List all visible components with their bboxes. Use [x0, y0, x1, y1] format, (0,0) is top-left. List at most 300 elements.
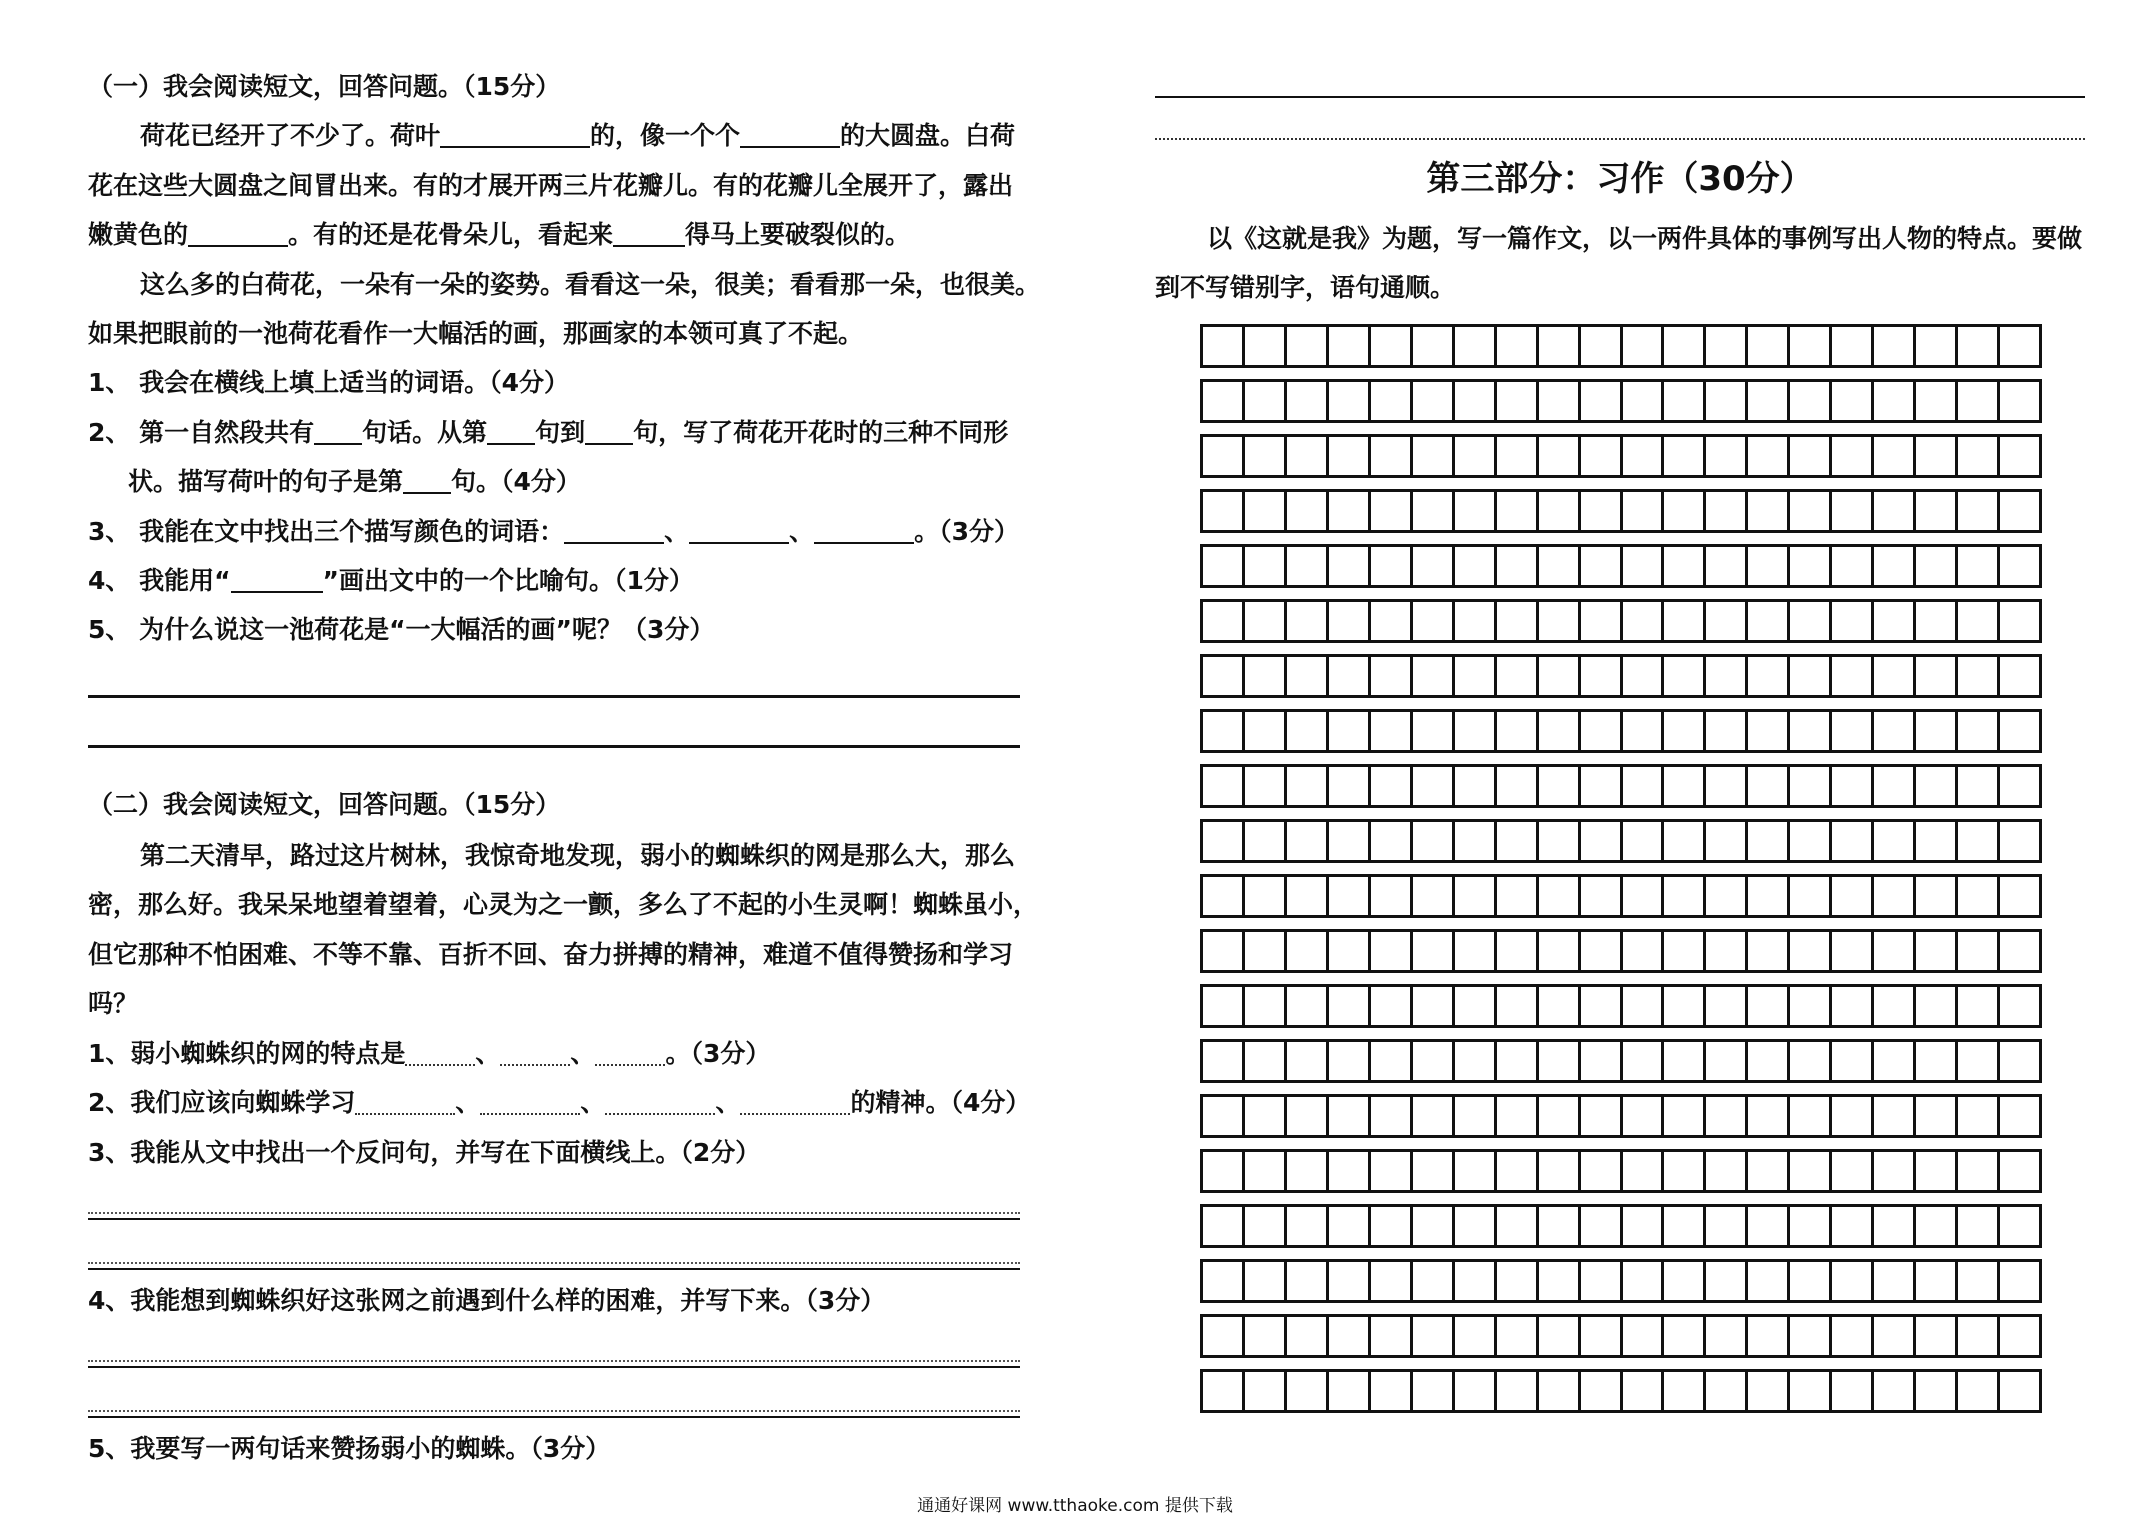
- grid-cell[interactable]: [1623, 877, 1665, 915]
- grid-cell[interactable]: [1245, 822, 1287, 860]
- grid-cell[interactable]: [1245, 1317, 1287, 1355]
- grid-cell[interactable]: [1832, 1317, 1874, 1355]
- grid-cell[interactable]: [1245, 712, 1287, 750]
- grid-cell[interactable]: [1539, 1152, 1581, 1190]
- grid-cell[interactable]: [2000, 932, 2039, 970]
- grid-cell[interactable]: [1790, 437, 1832, 475]
- grid-cell[interactable]: [1539, 767, 1581, 805]
- grid-cell[interactable]: [1916, 1372, 1958, 1410]
- fill-blank[interactable]: [564, 512, 664, 544]
- grid-cell[interactable]: [1203, 1317, 1245, 1355]
- grid-cell[interactable]: [1916, 1207, 1958, 1245]
- grid-cell[interactable]: [1581, 932, 1623, 970]
- grid-cell[interactable]: [1581, 767, 1623, 805]
- grid-cell[interactable]: [1497, 877, 1539, 915]
- grid-cell[interactable]: [1203, 987, 1245, 1025]
- grid-cell[interactable]: [1287, 657, 1329, 695]
- grid-cell[interactable]: [1581, 437, 1623, 475]
- grid-cell[interactable]: [1287, 1262, 1329, 1300]
- grid-cell[interactable]: [1245, 657, 1287, 695]
- grid-cell[interactable]: [1287, 877, 1329, 915]
- grid-cell[interactable]: [1790, 1097, 1832, 1135]
- grid-cell[interactable]: [1581, 602, 1623, 640]
- grid-cell[interactable]: [1371, 987, 1413, 1025]
- grid-cell[interactable]: [1916, 327, 1958, 365]
- grid-cell[interactable]: [1371, 492, 1413, 530]
- grid-cell[interactable]: [2000, 547, 2039, 585]
- grid-cell[interactable]: [1623, 767, 1665, 805]
- grid-cell[interactable]: [1748, 767, 1790, 805]
- grid-cell[interactable]: [1497, 712, 1539, 750]
- grid-cell[interactable]: [1497, 657, 1539, 695]
- grid-cell[interactable]: [1455, 437, 1497, 475]
- grid-cell[interactable]: [1790, 932, 1832, 970]
- grid-cell[interactable]: [1664, 712, 1706, 750]
- grid-cell[interactable]: [1455, 767, 1497, 805]
- fill-blank[interactable]: [487, 413, 535, 445]
- grid-cell[interactable]: [1623, 1317, 1665, 1355]
- grid-cell[interactable]: [1706, 767, 1748, 805]
- grid-cell[interactable]: [1748, 1262, 1790, 1300]
- grid-cell[interactable]: [1245, 437, 1287, 475]
- grid-cell[interactable]: [1916, 1317, 1958, 1355]
- grid-cell[interactable]: [1497, 1042, 1539, 1080]
- grid-cell[interactable]: [2000, 1097, 2039, 1135]
- grid-cell[interactable]: [1497, 1097, 1539, 1135]
- fill-blank[interactable]: [405, 1034, 475, 1066]
- grid-cell[interactable]: [1958, 767, 2000, 805]
- grid-cell[interactable]: [1329, 1042, 1371, 1080]
- grid-cell[interactable]: [1958, 877, 2000, 915]
- grid-cell[interactable]: [1203, 1042, 1245, 1080]
- grid-cell[interactable]: [1706, 1152, 1748, 1190]
- grid-cell[interactable]: [1371, 382, 1413, 420]
- grid-cell[interactable]: [1790, 1152, 1832, 1190]
- grid-cell[interactable]: [1203, 382, 1245, 420]
- grid-cell[interactable]: [1287, 602, 1329, 640]
- grid-cell[interactable]: [1623, 1207, 1665, 1245]
- grid-cell[interactable]: [1706, 1317, 1748, 1355]
- grid-cell[interactable]: [1874, 822, 1916, 860]
- grid-cell[interactable]: [1748, 1042, 1790, 1080]
- grid-cell[interactable]: [1874, 1152, 1916, 1190]
- grid-cell[interactable]: [1455, 987, 1497, 1025]
- grid-cell[interactable]: [1539, 1262, 1581, 1300]
- grid-cell[interactable]: [1371, 1097, 1413, 1135]
- grid-cell[interactable]: [2000, 602, 2039, 640]
- grid-cell[interactable]: [1706, 492, 1748, 530]
- grid-cell[interactable]: [1497, 547, 1539, 585]
- grid-cell[interactable]: [2000, 767, 2039, 805]
- fill-blank[interactable]: [740, 1083, 850, 1115]
- grid-cell[interactable]: [1664, 1042, 1706, 1080]
- grid-cell[interactable]: [1497, 932, 1539, 970]
- grid-cell[interactable]: [1413, 327, 1455, 365]
- grid-cell[interactable]: [2000, 327, 2039, 365]
- answer-line[interactable]: [88, 1374, 1020, 1423]
- grid-cell[interactable]: [2000, 382, 2039, 420]
- grid-cell[interactable]: [1581, 382, 1623, 420]
- grid-cell[interactable]: [1874, 1317, 1916, 1355]
- answer-line[interactable]: [1155, 62, 2085, 98]
- grid-cell[interactable]: [1413, 1097, 1455, 1135]
- grid-cell[interactable]: [1958, 547, 2000, 585]
- grid-cell[interactable]: [1329, 382, 1371, 420]
- fill-blank[interactable]: [585, 413, 633, 445]
- grid-cell[interactable]: [1664, 987, 1706, 1025]
- grid-cell[interactable]: [1706, 547, 1748, 585]
- grid-cell[interactable]: [1874, 657, 1916, 695]
- grid-cell[interactable]: [1706, 712, 1748, 750]
- grid-cell[interactable]: [1916, 602, 1958, 640]
- grid-cell[interactable]: [1832, 822, 1874, 860]
- grid-cell[interactable]: [1916, 822, 1958, 860]
- grid-cell[interactable]: [1539, 1317, 1581, 1355]
- grid-cell[interactable]: [1790, 1372, 1832, 1410]
- grid-cell[interactable]: [1581, 822, 1623, 860]
- grid-cell[interactable]: [1413, 1042, 1455, 1080]
- grid-cell[interactable]: [1371, 327, 1413, 365]
- grid-cell[interactable]: [1664, 602, 1706, 640]
- grid-cell[interactable]: [1790, 602, 1832, 640]
- grid-cell[interactable]: [1748, 987, 1790, 1025]
- grid-cell[interactable]: [1371, 822, 1413, 860]
- grid-cell[interactable]: [1329, 877, 1371, 915]
- grid-cell[interactable]: [1916, 1097, 1958, 1135]
- grid-cell[interactable]: [1371, 602, 1413, 640]
- grid-cell[interactable]: [1874, 987, 1916, 1025]
- grid-cell[interactable]: [1455, 1152, 1497, 1190]
- fill-blank[interactable]: [689, 512, 789, 544]
- grid-cell[interactable]: [1706, 932, 1748, 970]
- fill-blank[interactable]: [595, 1034, 665, 1066]
- grid-cell[interactable]: [1790, 382, 1832, 420]
- grid-cell[interactable]: [1371, 657, 1413, 695]
- grid-cell[interactable]: [1245, 987, 1287, 1025]
- grid-cell[interactable]: [1455, 1262, 1497, 1300]
- grid-cell[interactable]: [1958, 602, 2000, 640]
- fill-blank[interactable]: [740, 116, 840, 148]
- grid-cell[interactable]: [1958, 1207, 2000, 1245]
- grid-cell[interactable]: [1329, 932, 1371, 970]
- grid-cell[interactable]: [1203, 437, 1245, 475]
- grid-cell[interactable]: [1832, 602, 1874, 640]
- grid-cell[interactable]: [1539, 932, 1581, 970]
- grid-cell[interactable]: [1371, 547, 1413, 585]
- grid-cell[interactable]: [1413, 1207, 1455, 1245]
- grid-cell[interactable]: [1329, 1207, 1371, 1245]
- grid-cell[interactable]: [1748, 437, 1790, 475]
- grid-cell[interactable]: [1203, 492, 1245, 530]
- grid-cell[interactable]: [1539, 1042, 1581, 1080]
- grid-cell[interactable]: [1664, 1317, 1706, 1355]
- grid-cell[interactable]: [1958, 712, 2000, 750]
- grid-cell[interactable]: [1623, 327, 1665, 365]
- grid-cell[interactable]: [1245, 492, 1287, 530]
- grid-cell[interactable]: [1664, 327, 1706, 365]
- grid-cell[interactable]: [1581, 657, 1623, 695]
- grid-cell[interactable]: [1413, 932, 1455, 970]
- grid-cell[interactable]: [1287, 1042, 1329, 1080]
- grid-cell[interactable]: [1245, 602, 1287, 640]
- grid-cell[interactable]: [1664, 547, 1706, 585]
- grid-cell[interactable]: [2000, 1207, 2039, 1245]
- grid-cell[interactable]: [2000, 657, 2039, 695]
- essay-writing-grid[interactable]: [1200, 324, 2042, 1424]
- grid-cell[interactable]: [1832, 712, 1874, 750]
- grid-cell[interactable]: [1790, 1317, 1832, 1355]
- grid-cell[interactable]: [1539, 327, 1581, 365]
- grid-cell[interactable]: [1245, 767, 1287, 805]
- fill-blank[interactable]: [500, 1034, 570, 1066]
- grid-cell[interactable]: [2000, 1152, 2039, 1190]
- fill-blank[interactable]: [440, 116, 590, 148]
- grid-cell[interactable]: [1874, 492, 1916, 530]
- grid-cell[interactable]: [1664, 1152, 1706, 1190]
- grid-cell[interactable]: [1790, 767, 1832, 805]
- grid-cell[interactable]: [1245, 1097, 1287, 1135]
- grid-cell[interactable]: [1371, 1262, 1413, 1300]
- grid-cell[interactable]: [1371, 1372, 1413, 1410]
- grid-cell[interactable]: [2000, 712, 2039, 750]
- grid-cell[interactable]: [2000, 492, 2039, 530]
- grid-cell[interactable]: [1497, 1152, 1539, 1190]
- grid-cell[interactable]: [1664, 492, 1706, 530]
- grid-cell[interactable]: [1916, 1262, 1958, 1300]
- grid-cell[interactable]: [1958, 1097, 2000, 1135]
- fill-blank[interactable]: [188, 215, 288, 247]
- grid-cell[interactable]: [1623, 1152, 1665, 1190]
- grid-cell[interactable]: [1623, 822, 1665, 860]
- grid-cell[interactable]: [1874, 382, 1916, 420]
- grid-cell[interactable]: [1790, 822, 1832, 860]
- grid-cell[interactable]: [1832, 1042, 1874, 1080]
- grid-cell[interactable]: [1203, 932, 1245, 970]
- grid-cell[interactable]: [1203, 602, 1245, 640]
- grid-cell[interactable]: [1623, 1042, 1665, 1080]
- grid-cell[interactable]: [1664, 932, 1706, 970]
- fill-blank[interactable]: [480, 1083, 580, 1115]
- grid-cell[interactable]: [1790, 987, 1832, 1025]
- grid-cell[interactable]: [1497, 382, 1539, 420]
- grid-cell[interactable]: [1329, 1262, 1371, 1300]
- grid-cell[interactable]: [1832, 657, 1874, 695]
- grid-cell[interactable]: [1287, 767, 1329, 805]
- grid-cell[interactable]: [1245, 1152, 1287, 1190]
- grid-cell[interactable]: [1245, 382, 1287, 420]
- grid-cell[interactable]: [1748, 657, 1790, 695]
- grid-cell[interactable]: [1539, 1372, 1581, 1410]
- grid-cell[interactable]: [1371, 1207, 1413, 1245]
- grid-cell[interactable]: [1748, 877, 1790, 915]
- grid-cell[interactable]: [2000, 1042, 2039, 1080]
- grid-cell[interactable]: [1623, 1372, 1665, 1410]
- grid-cell[interactable]: [1371, 1317, 1413, 1355]
- grid-cell[interactable]: [1581, 1042, 1623, 1080]
- grid-cell[interactable]: [1790, 657, 1832, 695]
- grid-cell[interactable]: [1916, 437, 1958, 475]
- grid-cell[interactable]: [1706, 877, 1748, 915]
- grid-cell[interactable]: [1203, 822, 1245, 860]
- grid-cell[interactable]: [1664, 767, 1706, 805]
- grid-cell[interactable]: [1497, 437, 1539, 475]
- grid-cell[interactable]: [1916, 547, 1958, 585]
- grid-cell[interactable]: [1916, 712, 1958, 750]
- grid-cell[interactable]: [1455, 1317, 1497, 1355]
- grid-cell[interactable]: [1287, 822, 1329, 860]
- grid-cell[interactable]: [1958, 1152, 2000, 1190]
- grid-cell[interactable]: [1748, 1372, 1790, 1410]
- grid-cell[interactable]: [1832, 877, 1874, 915]
- grid-cell[interactable]: [1958, 657, 2000, 695]
- grid-cell[interactable]: [1497, 602, 1539, 640]
- grid-cell[interactable]: [1581, 1262, 1623, 1300]
- grid-cell[interactable]: [1916, 1152, 1958, 1190]
- grid-cell[interactable]: [1287, 327, 1329, 365]
- grid-cell[interactable]: [1748, 492, 1790, 530]
- grid-cell[interactable]: [1455, 877, 1497, 915]
- grid-cell[interactable]: [1413, 657, 1455, 695]
- grid-cell[interactable]: [1874, 1372, 1916, 1410]
- answer-line[interactable]: [88, 1226, 1020, 1275]
- grid-cell[interactable]: [1748, 822, 1790, 860]
- grid-cell[interactable]: [1413, 602, 1455, 640]
- grid-cell[interactable]: [1832, 327, 1874, 365]
- grid-cell[interactable]: [1581, 1372, 1623, 1410]
- grid-cell[interactable]: [1748, 1317, 1790, 1355]
- grid-cell[interactable]: [1203, 1152, 1245, 1190]
- grid-cell[interactable]: [1245, 327, 1287, 365]
- grid-cell[interactable]: [1497, 1262, 1539, 1300]
- grid-cell[interactable]: [1329, 1097, 1371, 1135]
- grid-cell[interactable]: [1455, 1372, 1497, 1410]
- grid-cell[interactable]: [1916, 767, 1958, 805]
- fill-blank[interactable]: [403, 462, 451, 494]
- grid-cell[interactable]: [1455, 1097, 1497, 1135]
- grid-cell[interactable]: [1539, 602, 1581, 640]
- grid-cell[interactable]: [1623, 712, 1665, 750]
- grid-cell[interactable]: [1287, 382, 1329, 420]
- grid-cell[interactable]: [1874, 547, 1916, 585]
- grid-cell[interactable]: [1287, 1152, 1329, 1190]
- grid-cell[interactable]: [1916, 657, 1958, 695]
- grid-cell[interactable]: [1706, 1042, 1748, 1080]
- grid-cell[interactable]: [1706, 657, 1748, 695]
- grid-cell[interactable]: [1664, 382, 1706, 420]
- grid-cell[interactable]: [1287, 437, 1329, 475]
- grid-cell[interactable]: [1832, 1152, 1874, 1190]
- grid-cell[interactable]: [2000, 877, 2039, 915]
- grid-cell[interactable]: [1245, 1207, 1287, 1245]
- grid-cell[interactable]: [1832, 932, 1874, 970]
- grid-cell[interactable]: [1287, 1207, 1329, 1245]
- grid-cell[interactable]: [1497, 987, 1539, 1025]
- grid-cell[interactable]: [1748, 1097, 1790, 1135]
- fill-blank[interactable]: [314, 413, 362, 445]
- grid-cell[interactable]: [1413, 877, 1455, 915]
- grid-cell[interactable]: [1245, 1262, 1287, 1300]
- grid-cell[interactable]: [1958, 1262, 2000, 1300]
- grid-cell[interactable]: [1623, 602, 1665, 640]
- grid-cell[interactable]: [1287, 1097, 1329, 1135]
- grid-cell[interactable]: [1329, 767, 1371, 805]
- grid-cell[interactable]: [1581, 547, 1623, 585]
- grid-cell[interactable]: [1329, 1372, 1371, 1410]
- grid-cell[interactable]: [1329, 712, 1371, 750]
- grid-cell[interactable]: [1874, 712, 1916, 750]
- grid-cell[interactable]: [1371, 437, 1413, 475]
- grid-cell[interactable]: [1581, 1317, 1623, 1355]
- grid-cell[interactable]: [1790, 1042, 1832, 1080]
- grid-cell[interactable]: [1874, 877, 1916, 915]
- grid-cell[interactable]: [1539, 657, 1581, 695]
- grid-cell[interactable]: [1413, 1372, 1455, 1410]
- grid-cell[interactable]: [1581, 327, 1623, 365]
- grid-cell[interactable]: [1664, 437, 1706, 475]
- grid-cell[interactable]: [1413, 1317, 1455, 1355]
- grid-cell[interactable]: [1748, 382, 1790, 420]
- grid-cell[interactable]: [1958, 382, 2000, 420]
- grid-cell[interactable]: [1706, 1207, 1748, 1245]
- grid-cell[interactable]: [1623, 492, 1665, 530]
- grid-cell[interactable]: [1874, 437, 1916, 475]
- grid-cell[interactable]: [2000, 1372, 2039, 1410]
- grid-cell[interactable]: [1790, 327, 1832, 365]
- grid-cell[interactable]: [1371, 1042, 1413, 1080]
- grid-cell[interactable]: [1874, 932, 1916, 970]
- grid-cell[interactable]: [1329, 657, 1371, 695]
- grid-cell[interactable]: [1413, 1262, 1455, 1300]
- grid-cell[interactable]: [1245, 932, 1287, 970]
- grid-cell[interactable]: [1874, 1042, 1916, 1080]
- grid-cell[interactable]: [1623, 1262, 1665, 1300]
- grid-cell[interactable]: [1832, 1207, 1874, 1245]
- grid-cell[interactable]: [1790, 492, 1832, 530]
- grid-cell[interactable]: [1832, 987, 1874, 1025]
- grid-cell[interactable]: [1790, 712, 1832, 750]
- grid-cell[interactable]: [1539, 712, 1581, 750]
- grid-cell[interactable]: [1790, 1207, 1832, 1245]
- grid-cell[interactable]: [1916, 932, 1958, 970]
- grid-cell[interactable]: [1874, 602, 1916, 640]
- grid-cell[interactable]: [1203, 1207, 1245, 1245]
- grid-cell[interactable]: [1455, 602, 1497, 640]
- grid-cell[interactable]: [1497, 1207, 1539, 1245]
- grid-cell[interactable]: [1958, 1317, 2000, 1355]
- grid-cell[interactable]: [1832, 492, 1874, 530]
- grid-cell[interactable]: [1706, 382, 1748, 420]
- grid-cell[interactable]: [1916, 877, 1958, 915]
- grid-cell[interactable]: [1832, 1262, 1874, 1300]
- grid-cell[interactable]: [1287, 547, 1329, 585]
- grid-cell[interactable]: [1455, 547, 1497, 585]
- grid-cell[interactable]: [1706, 437, 1748, 475]
- fill-blank[interactable]: [355, 1083, 455, 1115]
- grid-cell[interactable]: [1329, 547, 1371, 585]
- grid-cell[interactable]: [1245, 877, 1287, 915]
- grid-cell[interactable]: [1581, 492, 1623, 530]
- grid-cell[interactable]: [1245, 1372, 1287, 1410]
- grid-cell[interactable]: [1832, 1097, 1874, 1135]
- grid-cell[interactable]: [1958, 437, 2000, 475]
- grid-cell[interactable]: [1497, 1317, 1539, 1355]
- grid-cell[interactable]: [1916, 492, 1958, 530]
- grid-cell[interactable]: [1455, 382, 1497, 420]
- grid-cell[interactable]: [1413, 1152, 1455, 1190]
- grid-cell[interactable]: [1245, 1042, 1287, 1080]
- grid-cell[interactable]: [1623, 987, 1665, 1025]
- grid-cell[interactable]: [1623, 547, 1665, 585]
